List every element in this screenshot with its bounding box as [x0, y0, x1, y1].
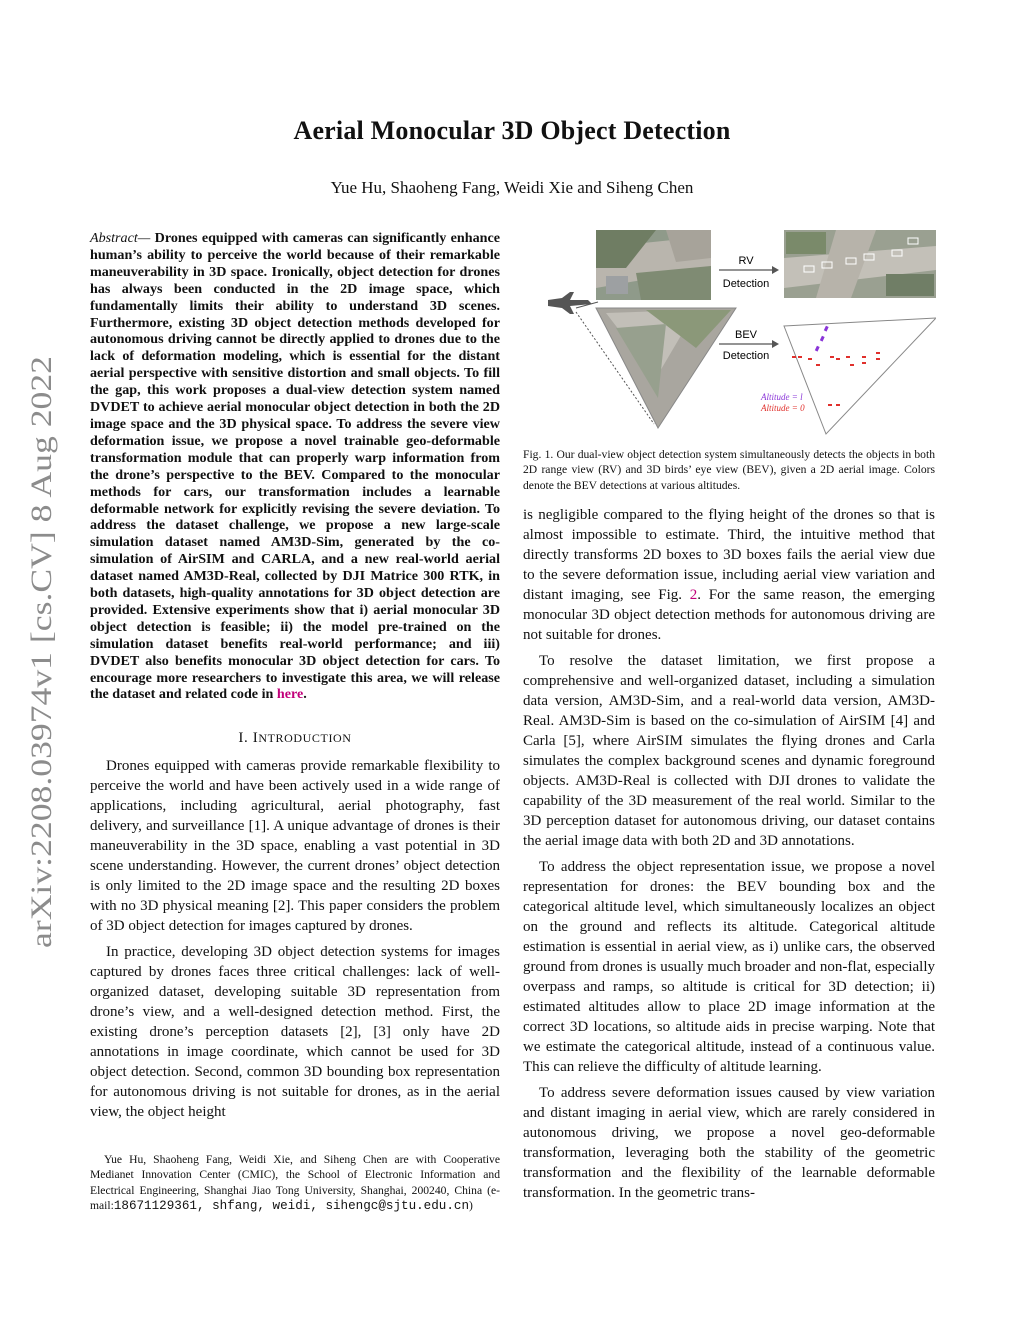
code-link[interactable]: here — [276, 686, 304, 703]
arxiv-stamp-text: arXiv:2208.03974v1 [cs.CV] 8 Aug 2022 — [25, 449, 58, 948]
right-paragraph-3: To address the object representation issue, we propose a novel representation for drones: the BEV bounding box and the categorical altitude level, which simultaneously localizes an object on the ground and reflects its altitude. Categorical altitude estimation is essential in aerial view, as i) unlike cars, the observed ground from drones is usually much broader and non-flat, especially overpass and ramps, so altitude is critical for 3D detection; ii) estimated altitudes allow to place 2D image information at the correct 3D locations, so altitude aids in precise warping. Note that we estimate the categorical altitude, instead of a continuous value. This can relieve the difficulty of altitude learning. — [523, 859, 935, 1075]
footnote-end: ) — [469, 1199, 473, 1213]
section-heading-introduction — [90, 730, 500, 747]
figure-1-caption: Fig. 1. Our dual-view object detection system simultaneously detects the objects in both 2D range view (RV) and 3D birds’ eye view (BEV), given a 2D aerial image. Colors denote the BEV detections at various altitudes. — [523, 448, 935, 492]
drone-icon — [548, 292, 592, 314]
right-paragraph-1 — [523, 505, 935, 645]
arxiv-stamp — [17, 352, 61, 952]
right-paragraph-1-pre: is negligible compared to the flying height of the drones so that is almost impossible to estimate. Third, the intuitive method that directly transforms 2D boxes to 3D boxes fails the aerial view due to the severe deformation issue, including aerial view variation and distant imaging, see Fig. — [523, 507, 935, 603]
intro-paragraph-1: Drones equipped with cameras provide remarkable flexibility to perceive the world and have been actively used in a wide range of applications, including agricultural, aerial photography, fast delivery, and surveillance [1]. A unique advantage of drones is their maneuverability in the 3D space, enabling a vast potential in 3D scene understanding. However, the current drones’ object detection is only limited to the 2D image space and the resulting 2D boxes with no 3D physical meaning [2]. This paper considers the problem of 3D object detection for images captured by drones. — [90, 758, 500, 934]
paper-title: Aerial Monocular 3D Object Detection — [293, 116, 731, 145]
intro-paragraph-2: In practice, developing 3D object detection systems for images captured by drones faces three critical challenges: lack of well-organized dataset, developing suitable 3D representation from drone’s view, and a well-designed detection method. First, the existing drone’s perception datasets [2], [3] only have 2D annotations in image coordinate, which cannot be used for 3D object detection. Second, common 3D bounding box representation for autonomous driving is not suitable for drones, as in the aerial view, the object height — [90, 944, 500, 1120]
section-number: I. — [238, 730, 253, 746]
bev-arrowhead — [772, 340, 779, 348]
section-rest: NTRODUCTION — [258, 731, 352, 745]
aerial-image-rv-input — [596, 230, 711, 300]
bev-detection-label: Detection — [722, 350, 770, 362]
right-paragraph-1-post: . For the same reason, the emerging monocular 3D object detection methods for autonomous driving are not suitable for drones. — [523, 587, 935, 643]
rv-detection-label: Detection — [722, 278, 770, 290]
abstract-lead: Abstract— — [90, 230, 151, 246]
right-column-text — [523, 505, 935, 1209]
rv-detection-image — [784, 230, 936, 298]
fig-2-reference[interactable]: 2 — [689, 587, 698, 603]
rv-arrowhead — [772, 266, 779, 274]
warped-aerial-image — [596, 308, 736, 428]
legend-altitude-l: Altitude = l — [761, 392, 803, 402]
right-paragraph-4: To address severe deformation issues caused by view variation and distant imaging in aerial view, which are rarely considered in autonomous driving, we propose a novel geo-deformable transformation, leveraging both the stability of the geometric transformation and the flexibility of the learnable deformable transformation. In the geometric trans- — [523, 1085, 935, 1201]
paper-authors: Yue Hu, Shaoheng Fang, Weidi Xie and Siheng Chen — [330, 178, 694, 197]
affiliation-footnote — [90, 1152, 500, 1215]
bev-output-frame — [784, 318, 936, 434]
abstract-body: Drones equipped with cameras can significantly enhance human’s ability to perceive the world because of their remarkable maneuverability in 3D space. Ironically, object detection for drones has always been conducted in the 2D image space, which fundamentally limits their ability to understand 3D scenes. Furthermore, existing 3D object detection methods developed for autonomous driving cannot be directly applied to drones due to the lack of deformation modeling, which is essential for the distant aerial perspective with sensitive distortion and small objects. To fill the gap, this work proposes a dual-view detection system named DVDET to achieve aerial monocular object detection in both the 2D image space and the 3D physical space. To address the severe view deformation issue, we propose a novel trainable geo-deformable transformation module that can properly warp information from the drone’s perspective to the BEV. Compared to the monocular methods for cars, our transformation includes a learnable deformable network for explicitly revising the severe deviation. To address the dataset challenge, we propose a new large-scale simulation dataset named AM3D-Sim, generated by the co-simulation of AirSIM and CARLA, and a new real-world aerial dataset named AM3D-Real, collected by DJI Matrice 300 RTK, in both datasets, high-quality annotations for 3D object detection are provided. Extensive experiments show that i) aerial monocular 3D object detection is feasible; ii) the model pre-trained on the simulation dataset benefits real-world performance; and iii) DVDET also benefits monocular 3D object detection for cars. To encourage more researchers to investigate this area, we will release the dataset and related code in — [90, 230, 500, 703]
rv-label: RV — [738, 255, 754, 267]
bev-label: BEV — [734, 329, 758, 341]
legend-altitude-0: Altitude = 0 — [761, 403, 805, 413]
section-initial: I — [252, 730, 259, 746]
right-paragraph-2: To resolve the dataset limitation, we first propose a comprehensive and well-organized dataset, including a simulation data version, AM3D-Sim, and a real-world data version, AM3D-Real. AM3D-Sim is based on the co-simulation of AirSIM [4] and Carla [5], where AirSIM simulates the flying drones and Carla simulates the complex background scenes and dynamic foreground objects. AM3D-Real is collected with DJI drones to validate the capability of the 3D measurement of the real world. Similar to the 3D perception dataset for autonomous driving, our dataset contains the aerial image data with both 2D and 3D annotations. — [523, 653, 935, 849]
intro-text — [90, 756, 500, 1128]
abstract-end: . — [303, 686, 307, 703]
footnote-text: Yue Hu, Shaoheng Fang, Weidi Xie, and Siheng Chen are with Cooperative Medianet Innovation Center (CMIC), the School of Electronic Information and Electrical Engineering, Shanghai Jiao Tong University, Shanghai, 200240, China (e-mail: — [90, 1153, 500, 1213]
footnote-emails: 18671129361, shfang, weidi, sihengc@sjtu.edu.cn — [113, 1199, 470, 1214]
figure-1 — [546, 228, 936, 440]
abstract — [90, 230, 500, 703]
